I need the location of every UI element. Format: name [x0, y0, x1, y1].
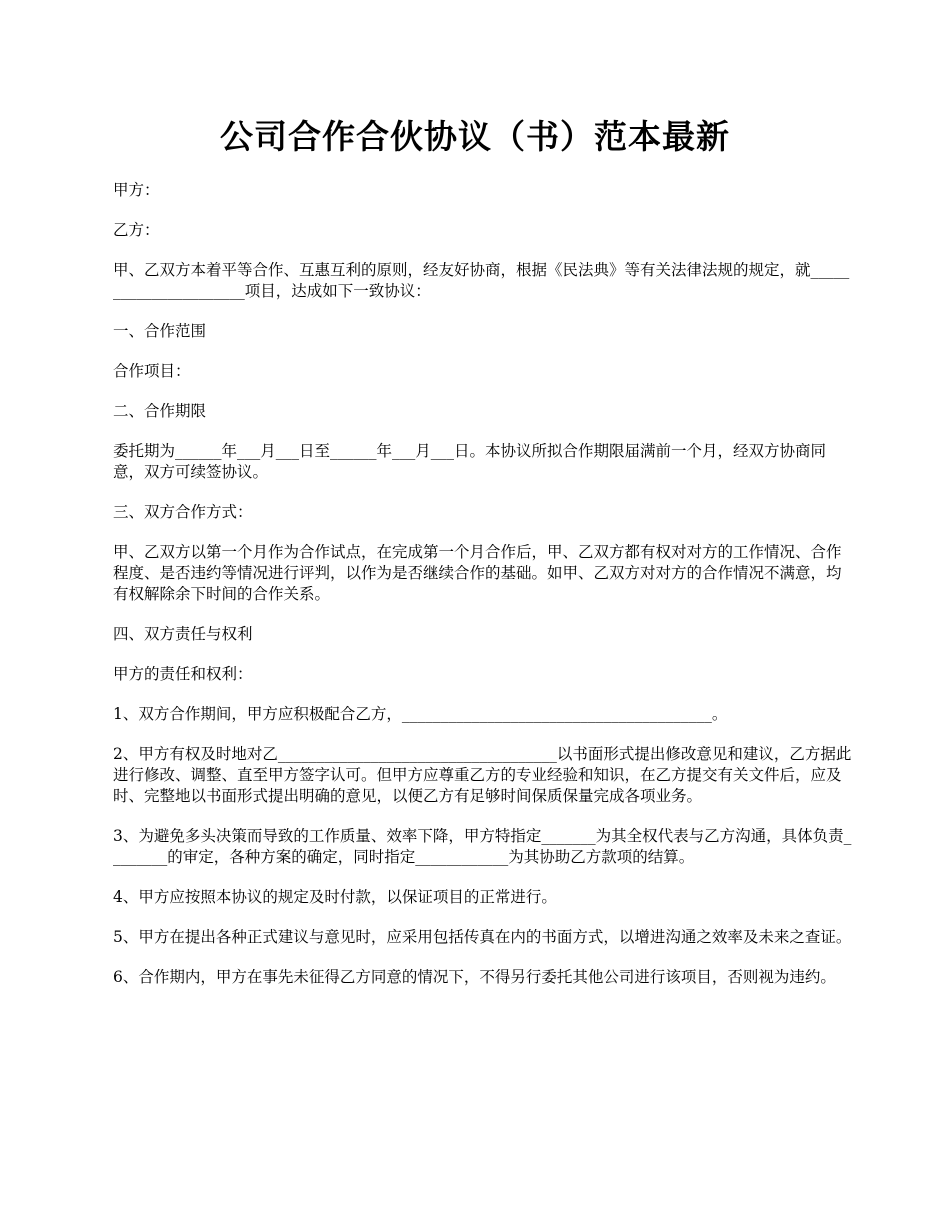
preamble-paragraph: 甲、乙双方本着平等合作、互惠互利的原则，经友好协商，根据《民法典》等有关法律法规的规定，就______________________项目，达成如下一致协议： [113, 261, 850, 300]
party-b-line: 乙方： [113, 221, 160, 239]
clause-6: 6、合作期内，甲方在事先未征得乙方同意的情况下，不得另行委托其他公司进行该项目，否则视为违约。 [113, 968, 836, 986]
term-paragraph: 委托期为______年___月___日至______年___月___日。本协议所拟合作期限届满前一个月，经双方协商同意，双方可续签协议。 [113, 442, 827, 481]
document-body [113, 180, 853, 1007]
clause-5: 5、甲方在提出各种正式建议与意见时，应采用包括传真在内的书面方式，以增进沟通之效率及未来之查证。 [113, 928, 852, 946]
document-title: 公司合作合伙协议（书）范本最新 [220, 117, 730, 156]
clause-3: 3、为避免多头决策而导致的工作质量、效率下降，甲方特指定_______为其全权代表与乙方沟通，具体负责________的审定，各种方案的确定，同时指定____________为其协助乙方款项的结算。 [113, 827, 852, 866]
section-heading-method: 三、双方合作方式： [113, 503, 253, 521]
clause-4: 4、甲方应按照本协议的规定及时付款，以保证项目的正常进行。 [113, 888, 557, 906]
cooperation-project-line: 合作项目： [113, 362, 191, 380]
party-a-line: 甲方： [113, 181, 160, 199]
clause-1: 1、双方合作期间，甲方应积极配合乙方，________________________________________。 [113, 705, 728, 723]
clause-2: 2、甲方有权及时地对乙____________________________________以书面形式提出修改意见和建议，乙方据此进行修改、调整、直至甲方签字认可。但甲方应尊重乙方的专业经验和知识，在乙方提交有关文件后，应及时、完整地以书面形式提出明确的意见，以便乙方有足够时间保质保量完成各项业务。 [113, 745, 852, 805]
party-a-duties-heading: 甲方的责任和权利： [113, 665, 253, 683]
section-heading-scope: 一、合作范围 [113, 322, 207, 340]
section-heading-term: 二、合作期限 [113, 402, 207, 420]
section-heading-duties: 四、双方责任与权利 [113, 625, 253, 643]
method-paragraph: 甲、乙双方以第一个月作为合作试点，在完成第一个月合作后，甲、乙双方都有权对对方的工作情况、合作程度、是否违约等情况进行评判，以作为是否继续合作的基础。如甲、乙双方对对方的合作情况不满意，均有权解除余下时间的合作关系。 [113, 543, 842, 603]
